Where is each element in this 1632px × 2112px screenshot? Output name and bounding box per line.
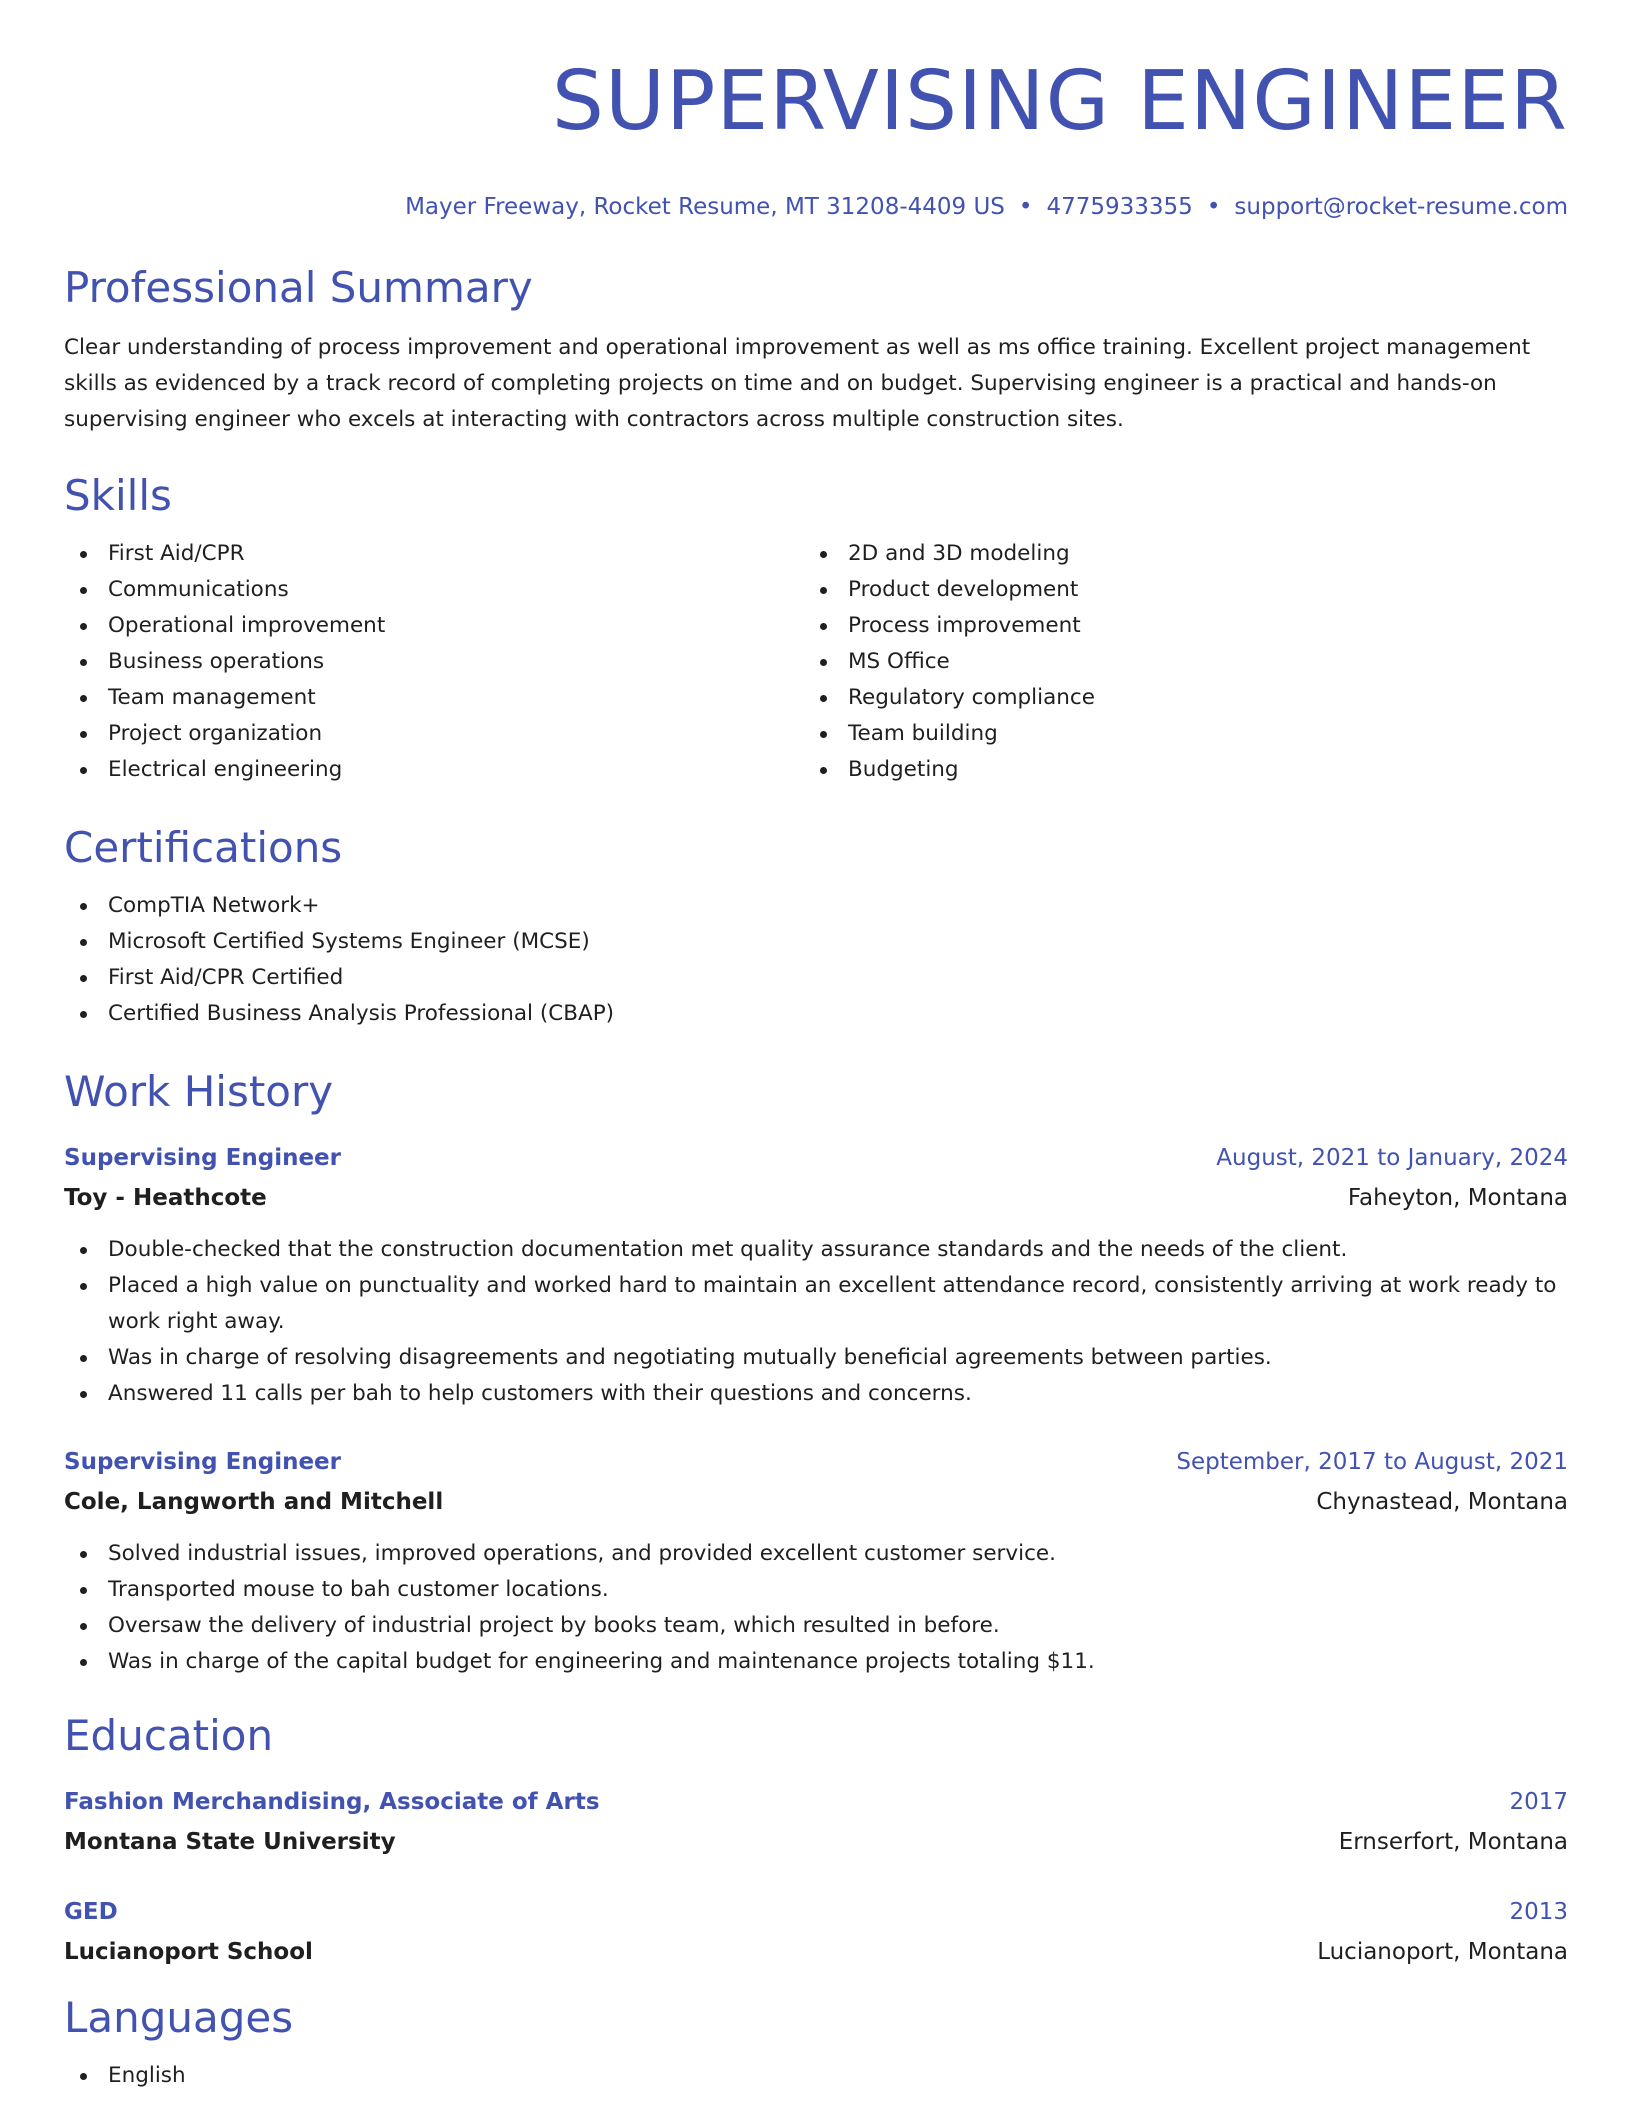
job-bullet: Solved industrial issues, improved operations, and provided excellent customer service.: [64, 1536, 1568, 1572]
bullet-dot: [80, 1011, 87, 1018]
bullet-dot: [820, 623, 827, 630]
employer-name: Toy - Heathcote: [64, 1185, 267, 1211]
skill-item: Product development: [804, 572, 1568, 608]
bullet-dot: [80, 1551, 87, 1558]
job-dates: August, 2021 to January, 2024: [1216, 1145, 1568, 1171]
bullet-dot: [80, 551, 87, 558]
work-history-section: [64, 1066, 1568, 1680]
bullet-dot: [80, 2073, 87, 2080]
bullet-dot: [820, 659, 827, 666]
bullet-dot: [820, 695, 827, 702]
bullet-dot: [80, 1659, 87, 1666]
graduation-year: 2013: [1509, 1899, 1568, 1925]
degree-name: Fashion Merchandising, Associate of Arts: [64, 1789, 600, 1815]
bullet-dot: [80, 1355, 87, 1362]
bullet-dot: [80, 659, 87, 666]
bullet-dot: [80, 1247, 87, 1254]
certification-item: Microsoft Certified Systems Engineer (MCSE): [64, 924, 1568, 960]
graduation-year: 2017: [1509, 1789, 1568, 1815]
employer-name: Cole, Langworth and Mitchell: [64, 1489, 444, 1515]
skill-item: Electrical engineering: [64, 752, 804, 788]
bullet-dot: [80, 1283, 87, 1290]
skill-item: Team building: [804, 716, 1568, 752]
languages-section: [64, 1992, 1568, 2094]
skill-item: Process improvement: [804, 608, 1568, 644]
contact-separator: •: [1018, 194, 1033, 220]
job-bullet: Double-checked that the construction documentation met quality assurance standards and the needs of the client.: [64, 1232, 1568, 1268]
bullet-dot: [80, 695, 87, 702]
contact-email[interactable]: support@rocket-resume.com: [1234, 194, 1568, 220]
section-title-summary: Professional Summary: [64, 263, 533, 312]
section-title-certifications: Certifications: [64, 823, 343, 872]
skill-item: 2D and 3D modeling: [804, 536, 1568, 572]
skills-grid: [64, 536, 1568, 788]
degree-name: GED: [64, 1899, 118, 1925]
certifications-section: [64, 822, 1568, 1032]
section-title-languages: Languages: [64, 1993, 294, 2042]
school-name: Montana State University: [64, 1829, 396, 1855]
education-section: [64, 1710, 1568, 1972]
job-bullet: Transported mouse to bah customer locations.: [64, 1572, 1568, 1608]
contact-separator: •: [1206, 194, 1221, 220]
skills-column-right: [804, 536, 1568, 788]
skill-item: Communications: [64, 572, 804, 608]
bullet-dot: [820, 731, 827, 738]
certification-item: Certified Business Analysis Professional (CBAP): [64, 996, 1568, 1032]
bullet-dot: [80, 975, 87, 982]
certification-item: CompTIA Network+: [64, 888, 1568, 924]
skill-item: First Aid/CPR: [64, 536, 804, 572]
job-title: Supervising Engineer: [64, 1449, 341, 1475]
language-item: English: [64, 2058, 1568, 2094]
job-location: Chynastead, Montana: [1316, 1489, 1568, 1515]
skills-column-left: [64, 536, 804, 788]
education-entry: [64, 1782, 1568, 1862]
job-title: Supervising Engineer: [64, 1145, 341, 1171]
job-entry: [64, 1138, 1568, 1412]
bullet-dot: [820, 767, 827, 774]
bullet-dot: [820, 587, 827, 594]
bullet-dot: [80, 731, 87, 738]
bullet-dot: [80, 767, 87, 774]
job-location: Faheyton, Montana: [1347, 1185, 1568, 1211]
skill-item: Operational improvement: [64, 608, 804, 644]
skill-item: Budgeting: [804, 752, 1568, 788]
job-bullet: Answered 11 calls per bah to help customers with their questions and concerns.: [64, 1376, 1568, 1412]
contact-address: Mayer Freeway, Rocket Resume, MT 31208-4409 US: [405, 194, 1005, 220]
job-bullet: Oversaw the delivery of industrial project by books team, which resulted in before.: [64, 1608, 1568, 1644]
contact-line: [64, 192, 1568, 222]
bullet-dot: [80, 1391, 87, 1398]
school-name: Lucianoport School: [64, 1939, 313, 1965]
skill-item: Project organization: [64, 716, 804, 752]
job-bullet: Placed a high value on punctuality and worked hard to maintain an excellent attendance record, consistently arriving at work ready to work right away.: [64, 1268, 1568, 1340]
skills-section: [64, 470, 1568, 788]
resume-name: SUPERVISING ENGINEER: [551, 54, 1568, 149]
section-title-education: Education: [64, 1711, 274, 1760]
job-bullet: Was in charge of resolving disagreements and negotiating mutually beneficial agreements between parties.: [64, 1340, 1568, 1376]
school-location: Ernserfort, Montana: [1338, 1829, 1568, 1855]
education-entry: [64, 1892, 1568, 1972]
contact-phone: 4775933355: [1046, 194, 1193, 220]
summary-text: Clear understanding of process improvement and operational improvement as well as ms office training. Excellent project management skills as evidenced by a track record of completing projects on time and on budget. Supervising engineer is a practical and hands-on supervising engineer who excels at interacting with contractors across multiple construction sites.: [64, 335, 1531, 432]
bullet-dot: [80, 587, 87, 594]
skill-item: MS Office: [804, 644, 1568, 680]
bullet-dot: [820, 551, 827, 558]
school-location: Lucianoport, Montana: [1317, 1939, 1568, 1965]
certification-item: First Aid/CPR Certified: [64, 960, 1568, 996]
summary-section: [64, 262, 1568, 438]
bullet-dot: [80, 939, 87, 946]
skill-item: Business operations: [64, 644, 804, 680]
skill-item: Regulatory compliance: [804, 680, 1568, 716]
bullet-dot: [80, 903, 87, 910]
job-bullet: Was in charge of the capital budget for engineering and maintenance projects totaling $11.: [64, 1644, 1568, 1680]
section-title-work-history: Work History: [64, 1067, 334, 1116]
job-entry: [64, 1442, 1568, 1680]
job-dates: September, 2017 to August, 2021: [1176, 1449, 1568, 1475]
bullet-dot: [80, 623, 87, 630]
bullet-dot: [80, 1623, 87, 1630]
bullet-dot: [80, 1587, 87, 1594]
skill-item: Team management: [64, 680, 804, 716]
section-title-skills: Skills: [64, 471, 172, 520]
